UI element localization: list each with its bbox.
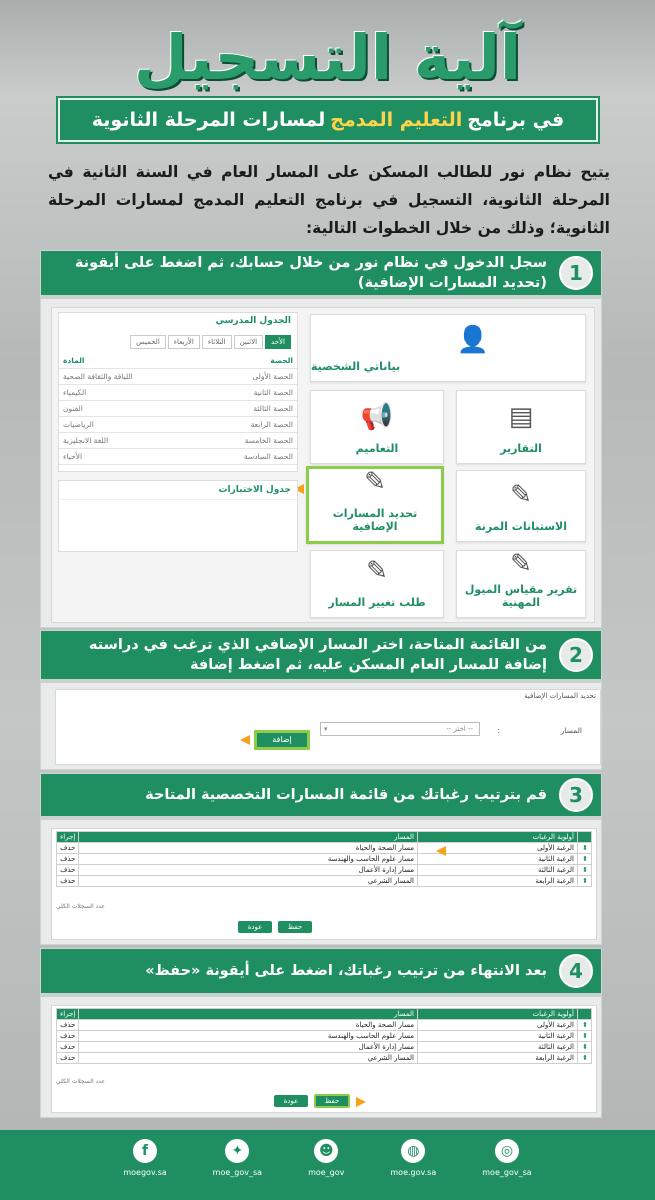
schedule-table: [59, 353, 297, 465]
report-icon: ▤: [508, 402, 534, 432]
megaphone-icon: 📢: [360, 402, 394, 432]
social-facebook[interactable]: [123, 1138, 166, 1200]
move-icon[interactable]: ⬍: [578, 843, 592, 854]
col-track: المسار: [79, 832, 418, 843]
tile-label: تقرير مقياس الميول المهنية: [464, 583, 578, 609]
track-cell: مسار علوم الحاسب والهندسة: [79, 1031, 418, 1042]
social-handle: moe_gov_sa: [212, 1168, 263, 1177]
move-icon[interactable]: ⬍: [578, 854, 592, 865]
delete-link[interactable]: حذف: [57, 1020, 79, 1031]
delete-link[interactable]: حذف: [57, 876, 79, 887]
period-cell: الحصة الرابعة: [196, 417, 297, 433]
delete-link[interactable]: حذف: [57, 854, 79, 865]
step-text: سجل الدخول في نظام نور من خلال حسابك، ثم اضغط على أيقونة (تحديد المسارات الإضافية): [74, 255, 547, 291]
track-cell: المسار الشرعي: [79, 876, 418, 887]
step-text: من القائمة المتاحة، اختر المسار الإضافي الذي ترغب في دراسته إضافة للمسار العام المسكن عليه، ثم اضغط إضافة: [88, 637, 547, 673]
col-priority: أولوية الرغبات: [418, 1009, 578, 1020]
panel-header: تحديد المسارات الإضافية: [524, 692, 596, 700]
tile-reports[interactable]: [456, 390, 586, 464]
save-button[interactable]: حفظ: [314, 1094, 350, 1108]
subtitle-before: في برنامج: [467, 109, 565, 131]
move-icon[interactable]: ⬍: [578, 1042, 592, 1053]
subject-cell: الأحياء: [59, 449, 196, 465]
delete-link[interactable]: حذف: [57, 865, 79, 876]
delete-link[interactable]: حذف: [57, 843, 79, 854]
snapchat-icon: ☻: [313, 1138, 339, 1164]
add-button[interactable]: إضافة: [254, 730, 310, 750]
table-row: [57, 1042, 592, 1053]
facebook-icon: f: [132, 1138, 158, 1164]
tile-surveys[interactable]: [456, 470, 586, 542]
track-cell: مسار علوم الحاسب والهندسة: [79, 854, 418, 865]
priority-cell: الرغبة الثالثة: [418, 1042, 578, 1053]
social-handle: moe_gov: [308, 1168, 345, 1177]
table-row: [57, 854, 592, 865]
col-subject: المادة: [59, 353, 196, 369]
social-twitter[interactable]: [213, 1138, 262, 1200]
noor-screenshot: [51, 307, 595, 623]
priority-cell: الرغبة الثانية: [418, 1031, 578, 1042]
track-cell: مسار إدارة الأعمال: [79, 1042, 418, 1053]
record-count: عدد السجلات الكلي: [56, 903, 105, 910]
tile-label: التقارير: [500, 442, 542, 455]
table-row: [57, 876, 592, 887]
table-row: [57, 1031, 592, 1042]
period-cell: الحصة الخامسة: [196, 433, 297, 449]
step-number: 1: [559, 256, 593, 290]
priority-cell: الرغبة الثانية: [418, 854, 578, 865]
step-4-header: [41, 949, 601, 997]
step-2-header: [41, 631, 601, 683]
subject-cell: الرياضيات: [59, 417, 196, 433]
move-icon[interactable]: ⬍: [578, 1020, 592, 1031]
priority-cell: الرغبة الثالثة: [418, 865, 578, 876]
col-priority: أولوية الرغبات: [418, 832, 578, 843]
step-number: 4: [559, 954, 593, 988]
tile-additional-tracks[interactable]: [306, 466, 444, 544]
priority-cell: الرغبة الأولى: [418, 1020, 578, 1031]
social-website[interactable]: [390, 1138, 436, 1200]
tile-label: بياناتي الشخصية: [311, 360, 401, 373]
globe-icon: ◍: [400, 1138, 426, 1164]
step-1: [40, 250, 602, 628]
back-button[interactable]: عودة: [274, 1095, 308, 1107]
table-row: [59, 433, 297, 449]
step-1-header: [41, 251, 601, 299]
tab-day[interactable]: الخميس: [130, 335, 166, 349]
tab-day[interactable]: الأربعاء: [168, 335, 200, 349]
social-instagram[interactable]: [482, 1138, 531, 1200]
intro-text: يتيح نظام نور للطالب المسكن على المسار العام في السنة الثانية في المرحلة الثانوية، التسجيل في برنامج التعليم المدمج لمسارات المرحلة الثانوية؛ وذلك من خلال الخطوات التالية:: [48, 163, 610, 237]
delete-link[interactable]: حذف: [57, 1031, 79, 1042]
step-text: بعد الانتهاء من ترتيب رغباتك، اضغط على أيقونة «حفظ»: [145, 963, 547, 979]
track-cell: المسار الشرعي: [79, 1053, 418, 1064]
table-row: [57, 1020, 592, 1031]
table-row: [59, 385, 297, 401]
subtitle-after: لمسارات المرحلة الثانوية: [91, 109, 326, 131]
col-extra: إجراء: [57, 832, 79, 843]
social-handle: moe_gov_sa: [482, 1168, 532, 1177]
tile-label: التعاميم: [355, 442, 399, 455]
select-placeholder: -- اختر --: [446, 725, 473, 733]
step-2: [40, 630, 602, 770]
table-row: [59, 369, 297, 385]
table-row: [59, 449, 297, 465]
preferences-table: [56, 831, 592, 887]
table-row: [57, 865, 592, 876]
priority-cell: الرغبة الأولى: [418, 843, 578, 854]
exams-title: جدول الاختبارات: [59, 481, 297, 500]
tile-interest-report[interactable]: [456, 550, 586, 618]
tile-label: الاستبانات المرنة: [475, 520, 567, 533]
user-icon: 👤: [456, 325, 489, 355]
step4-screenshot: [51, 1005, 597, 1113]
move-icon[interactable]: ⬍: [578, 1031, 592, 1042]
subtitle-highlight: التعليم المدمج: [330, 109, 463, 131]
table-row: [57, 1053, 592, 1064]
step2-screenshot: [55, 689, 601, 765]
track-select[interactable]: [320, 722, 480, 736]
schedule-title: الجدول المدرسي: [215, 316, 291, 326]
chevron-down-icon: ▾: [324, 725, 328, 733]
form-icon: ✎: [510, 480, 532, 510]
period-cell: الحصة الثانية: [196, 385, 297, 401]
move-icon[interactable]: ⬍: [578, 1053, 592, 1064]
priority-cell: الرغبة الرابعة: [418, 876, 578, 887]
form-icon: ✎: [364, 467, 386, 497]
tile-label: تحديد المسارات الإضافية: [332, 507, 418, 533]
step-text: قم بترتيب رغباتك من قائمة المسارات التخصصية المتاحة: [145, 787, 547, 803]
track-cell: مسار الصحة والحياة: [79, 1020, 418, 1031]
step-3: [40, 773, 602, 945]
form-icon: ✎: [366, 556, 388, 586]
track-cell: مسار الصحة والحياة: [79, 843, 418, 854]
col-track: المسار: [79, 1009, 418, 1020]
track-cell: مسار إدارة الأعمال: [79, 865, 418, 876]
table-row: [57, 843, 592, 854]
field-label: المسار: [560, 726, 582, 735]
col-extra: إجراء: [57, 1009, 79, 1020]
table-row: [59, 401, 297, 417]
instagram-icon: ◎: [494, 1138, 520, 1164]
col-period: الحصة: [196, 353, 297, 369]
pointer-arrow-icon: [436, 846, 446, 856]
step-number: 3: [559, 778, 593, 812]
social-links: [0, 1138, 655, 1200]
tab-day[interactable]: الثلاثاء: [202, 335, 232, 349]
period-cell: الحصة الأولى: [196, 369, 297, 385]
tile-profile[interactable]: [310, 314, 586, 382]
social-handle: moe.gov.sa: [390, 1168, 437, 1177]
tab-day[interactable]: الأحد: [265, 335, 291, 349]
period-cell: الحصة الثالثة: [196, 401, 297, 417]
social-handle: moegov.sa: [123, 1168, 167, 1177]
twitter-icon: ✦: [224, 1138, 250, 1164]
period-cell: الحصة السادسة: [196, 449, 297, 465]
move-icon[interactable]: ⬍: [578, 876, 592, 887]
pointer-arrow-icon: [240, 735, 250, 745]
field-colon: :: [497, 726, 500, 735]
priority-cell: الرغبة الرابعة: [418, 1053, 578, 1064]
preferences-table: [56, 1008, 592, 1064]
col-move: [578, 1009, 592, 1020]
subtitle-banner: [58, 98, 598, 142]
step-4: [40, 948, 602, 1118]
save-button[interactable]: حفظ: [278, 921, 312, 933]
day-tabs: [59, 329, 297, 349]
move-icon[interactable]: ⬍: [578, 865, 592, 876]
back-button[interactable]: عودة: [238, 921, 272, 933]
pointer-arrow-icon: [356, 1097, 366, 1107]
tile-circulars[interactable]: [310, 390, 444, 464]
delete-link[interactable]: حذف: [57, 1042, 79, 1053]
schedule-panel: [58, 312, 298, 472]
step-number: 2: [559, 638, 593, 672]
record-count: عدد السجلات الكلي: [56, 1078, 105, 1085]
subject-cell: الفنون: [59, 401, 196, 417]
step-3-header: [41, 774, 601, 820]
subject-cell: الكيمياء: [59, 385, 196, 401]
social-snapchat[interactable]: [308, 1138, 344, 1200]
tile-change-track[interactable]: [310, 550, 444, 618]
tab-day[interactable]: الاثنين: [234, 335, 263, 349]
page-title: آلية التسجيل: [133, 21, 522, 94]
table-row: [59, 417, 297, 433]
tile-label: طلب تغيير المسار: [328, 596, 426, 609]
col-move: [578, 832, 592, 843]
subject-cell: اللغة الانجليزية: [59, 433, 196, 449]
delete-link[interactable]: حذف: [57, 1053, 79, 1064]
exams-panel: [58, 480, 298, 552]
form-icon: ✎: [510, 549, 532, 579]
subject-cell: اللياقة والثقافة الصحية: [59, 369, 196, 385]
step3-screenshot: [51, 828, 597, 940]
